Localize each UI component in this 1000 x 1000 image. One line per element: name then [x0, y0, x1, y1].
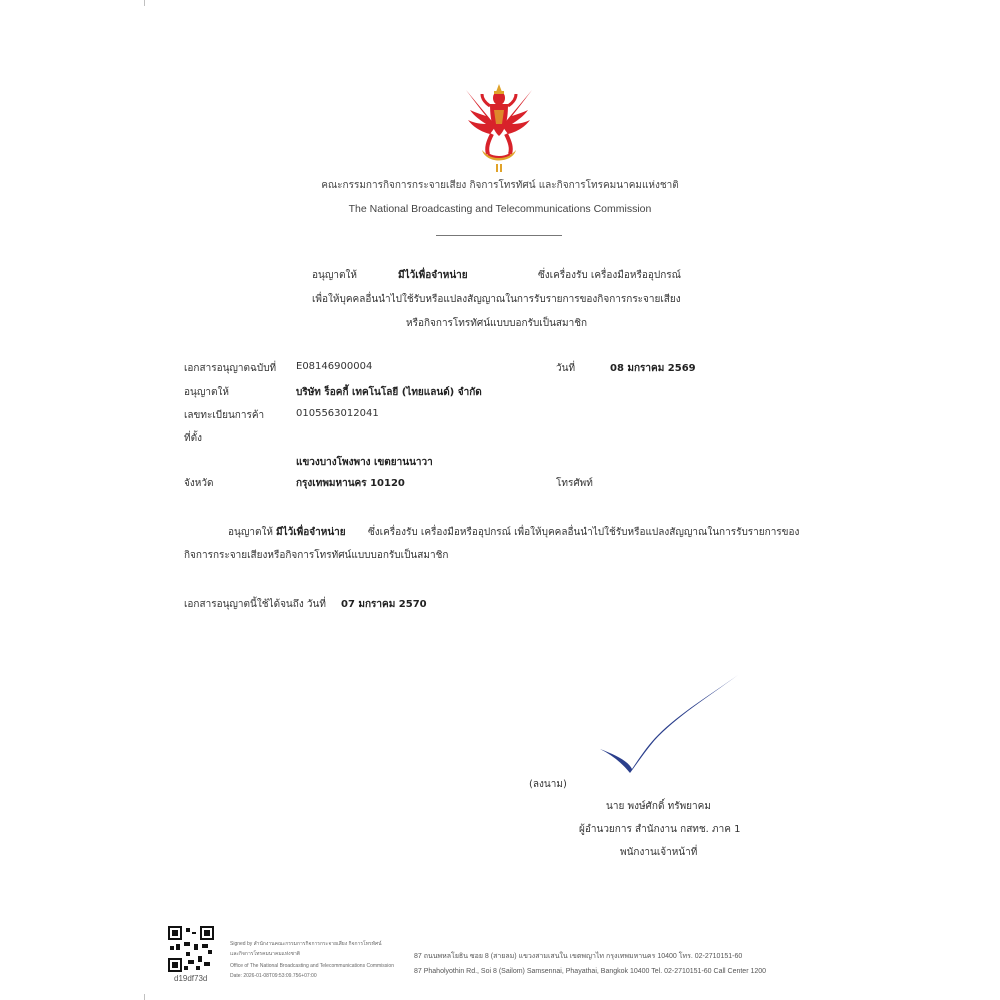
- qr-code-icon: [168, 926, 214, 972]
- signature-label: (ลงนาม): [529, 779, 567, 790]
- handwritten-signature: [570, 665, 750, 785]
- permission-paragraph-type: มีไว้เพื่อจำหน่าย: [276, 527, 346, 538]
- footer-address-english: 87 Phaholyothin Rd., Soi 8 (Sailom) Samsennai, Phayathai, Bangkok 10400 Tel. 02-2710151-60 Call Center 1200: [414, 968, 767, 975]
- permission-paragraph-line-2: กิจการกระจายเสียงหรือกิจการโทรทัศน์แบบบอกรับเป็นสมาชิก: [184, 550, 449, 561]
- registration-label: เลขทะเบียนการค้า: [184, 410, 265, 421]
- province-value: กรุงเทพมหานคร 10120: [296, 478, 405, 489]
- crop-mark-bottom: [144, 994, 145, 1000]
- intro-text: ซึ่งเครื่องรับ เครื่องมือหรืออุปกรณ์: [538, 270, 681, 281]
- intro-label: อนุญาตให้: [312, 270, 357, 281]
- permission-paragraph-prefix: อนุญาตให้: [228, 527, 273, 538]
- signatory-role: พนักงานเจ้าหน้าที่: [620, 847, 698, 858]
- signed-by-line-1: Signed by สำนักงานคณะกรรมการกิจการกระจายเสียง กิจการโทรทัศน์: [230, 941, 382, 947]
- signatory-name: นาย พงษ์ศักดิ์ ทรัพยาคม: [606, 801, 711, 812]
- date-label: วันที่: [556, 363, 576, 374]
- organization-name-english: The National Broadcasting and Telecommunications Commission: [348, 203, 652, 215]
- registration-value: 0105563012041: [296, 408, 379, 419]
- intro-permission-type: มีไว้เพื่อจำหน่าย: [398, 270, 468, 281]
- signed-by-line-2: และกิจการโทรคมนาคมแห่งชาติ: [230, 951, 301, 957]
- document-number-value: E08146900004: [296, 361, 373, 372]
- phone-label: โทรศัพท์: [556, 478, 593, 489]
- intro-line-3: หรือกิจการโทรทัศน์แบบบอกรับเป็นสมาชิก: [406, 318, 588, 329]
- province-label: จังหวัด: [184, 478, 214, 489]
- organization-name-thai: คณะกรรมการกิจการกระจายเสียง กิจการโทรทัศน์ และกิจการโทรคมนาคมแห่งชาติ: [321, 180, 679, 191]
- address-label: ที่ตั้ง: [184, 433, 202, 444]
- intro-line-2: เพื่อให้บุคคลอื่นนำไปใช้รับหรือแปลงสัญญาณในการรับรายการของกิจการกระจายเสียง: [312, 294, 681, 305]
- validity-label: เอกสารอนุญาตนี้ใช้ได้จนถึง วันที่: [184, 599, 326, 610]
- validity-date: 07 มกราคม 2570: [341, 599, 427, 610]
- qr-code-label: d19df73d: [174, 974, 208, 983]
- signed-by-line-3: Office of The National Broadcasting and Telecommunications Commission: [230, 963, 394, 969]
- date-value: 08 มกราคม 2569: [610, 363, 696, 374]
- grantee-value: บริษัท ร็อคกี้ เทคโนโลยี (ไทยแลนด์) จำกัด: [296, 387, 482, 398]
- permission-paragraph-text: ซึ่งเครื่องรับ เครื่องมือหรืออุปกรณ์ เพื่อให้บุคคลอื่นนำไปใช้รับหรือแปลงสัญญาณในการรับรายการของ: [368, 527, 800, 538]
- grantee-label: อนุญาตให้: [184, 387, 229, 398]
- footer-address-thai: 87 ถนนพหลโยธิน ซอย 8 (สายลม) แขวงสามเสนใน เขตพญาไท กรุงเทพมหานคร 10400 โทร. 02-2710151-60: [414, 953, 743, 960]
- signed-date: Date: 2026-01-08T09:53:09.756+07:00: [230, 973, 317, 979]
- document-number-label: เอกสารอนุญาตฉบับที่: [184, 363, 277, 374]
- address-value: แขวงบางโพงพาง เขตยานนาวา: [296, 457, 433, 468]
- signatory-title: ผู้อำนวยการ สำนักงาน กสทช. ภาค 1: [579, 824, 741, 835]
- crop-mark-top: [144, 0, 145, 6]
- header-divider: [436, 235, 562, 236]
- garuda-emblem-icon: [452, 80, 546, 174]
